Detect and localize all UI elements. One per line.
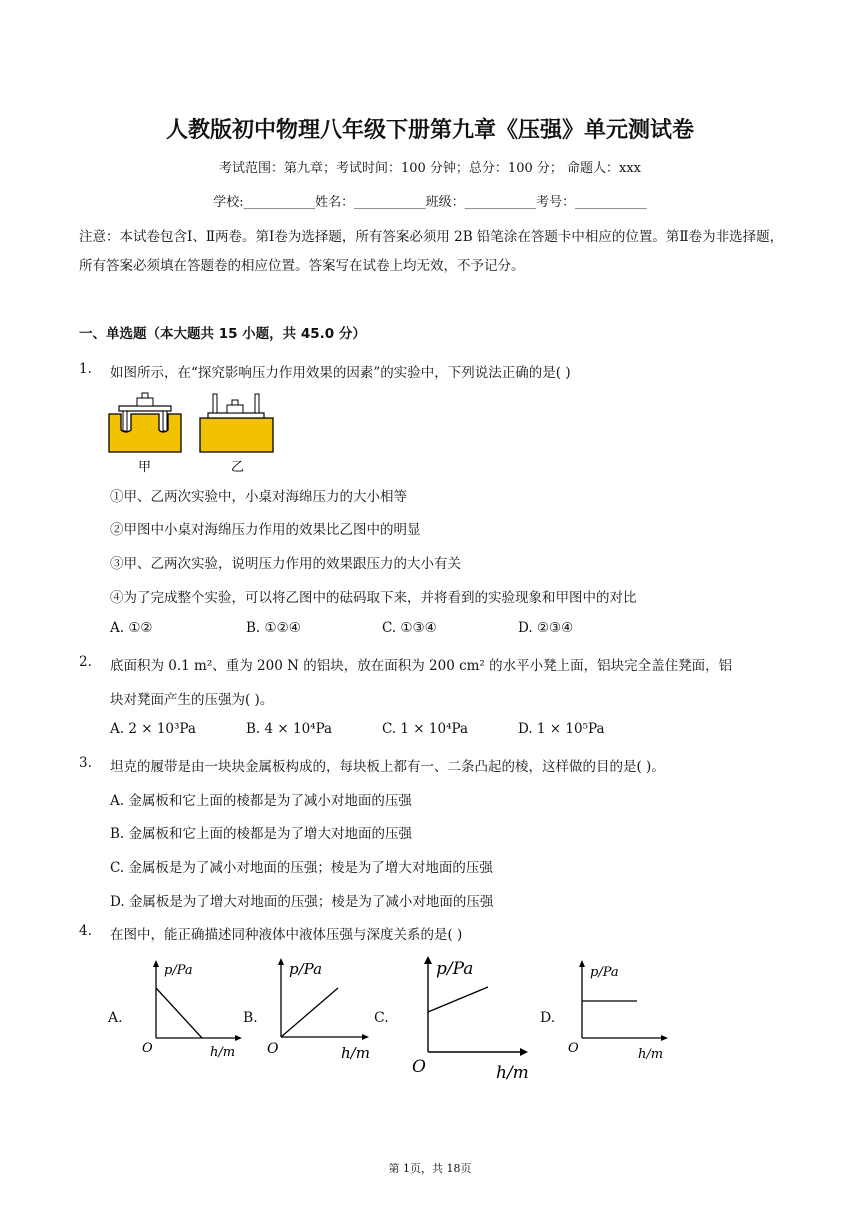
student-info-line: 学校:___________姓名：___________班级：___________考号：___________	[213, 195, 647, 210]
q4-a-origin: O	[142, 1041, 153, 1056]
q2-option-d[interactable]: D. 1 × 10⁵Pa	[518, 721, 605, 737]
q4-text: 在图中，能正确描述同种液体中液体压强与深度关系的是( )	[110, 927, 463, 943]
q4-option-c-label[interactable]: C.	[374, 1010, 389, 1026]
q4-d-origin: O	[568, 1041, 579, 1056]
page-title: 人教版初中物理八年级下册第九章《压强》单元测试卷	[165, 117, 694, 143]
q4-d-xaxis-label: h/m	[638, 1047, 664, 1062]
q2-text-line1: 底面积为 0.1 m²、重为 200 N 的铝块，放在面积为 200 cm² 的水平小凳上面，铝块完全盖住凳面，铝	[110, 658, 733, 674]
q4-a-xaxis-label: h/m	[210, 1045, 236, 1060]
q1-option-a[interactable]: A. ①②	[110, 620, 153, 636]
fig-label-jia: 甲	[138, 460, 152, 475]
q1-option-b[interactable]: B. ①②④	[246, 620, 301, 636]
section-title: 一、单选题（本大题共 15 小题，共 45.0 分）	[79, 326, 366, 342]
q1-text: 如图所示，在“探究影响压力作用效果的因素”的实验中，下列说法正确的是( )	[110, 365, 571, 381]
q4-c-origin: O	[412, 1057, 426, 1077]
q3-number: 3.	[79, 755, 92, 771]
q1-statement-3: ③甲、乙两次实验，说明压力作用的效果跟压力的大小有关	[110, 556, 461, 572]
q1-number: 1.	[79, 361, 92, 377]
page-footer: 第 1页，共 18页	[388, 1162, 472, 1175]
q3-text: 坦克的履带是由一块块金属板构成的，每块板上都有一、二条凸起的棱，这样做的目的是( )。	[110, 759, 665, 775]
q2-option-c[interactable]: C. 1 × 10⁴Pa	[382, 721, 469, 737]
q4-b-origin: O	[267, 1041, 279, 1057]
q4-b-xaxis-label: h/m	[341, 1044, 370, 1062]
exam-subtitle: 考试范围：第九章；考试时间：100 分钟；总分：100 分； 命题人：xxx	[218, 161, 642, 176]
q1-option-d[interactable]: D. ②③④	[518, 620, 574, 636]
q1-figure	[105, 392, 280, 476]
q4-number: 4.	[79, 923, 92, 939]
q2-option-a[interactable]: A. 2 × 10³Pa	[110, 721, 196, 737]
q3-option-c[interactable]: C. 金属板是为了减小对地面的压强；棱是为了增大对地面的压强	[110, 860, 493, 876]
q1-statement-1: ①甲、乙两次实验中，小桌对海绵压力的大小相等	[110, 489, 407, 505]
q2-option-b[interactable]: B. 4 × 10⁴Pa	[246, 721, 333, 737]
q4-graph-d[interactable]	[566, 958, 678, 1063]
q2-text-line2: 块对凳面产生的压强为( )。	[110, 692, 274, 708]
q4-c-xaxis-label: h/m	[496, 1063, 529, 1082]
q4-graph-a[interactable]	[140, 958, 250, 1063]
q4-d-yaxis-label: p/Pa	[590, 965, 619, 980]
q1-statement-4: ④为了完成整个实验，可以将乙图中的砝码取下来，并将看到的实验现象和甲图中的对比	[110, 590, 637, 606]
q4-graph-b[interactable]	[265, 955, 380, 1065]
q2-number: 2.	[79, 654, 92, 670]
q4-a-yaxis-label: p/Pa	[164, 963, 193, 978]
figure-jia	[109, 393, 181, 452]
figure-yi	[200, 394, 273, 452]
q1-statement-2: ②甲图中小桌对海绵压力作用的效果比乙图中的明显	[110, 522, 421, 538]
q4-option-b-label[interactable]: B.	[243, 1010, 258, 1026]
q3-option-b[interactable]: B. 金属板和它上面的棱都是为了增大对地面的压强	[110, 826, 413, 842]
q4-graph-c[interactable]	[408, 952, 538, 1082]
q4-option-a-label[interactable]: A.	[108, 1010, 123, 1026]
q4-c-yaxis-label: p/Pa	[436, 959, 474, 979]
q3-option-d[interactable]: D. 金属板是为了增大对地面的压强；棱是为了减小对地面的压强	[110, 894, 494, 910]
q4-b-yaxis-label: p/Pa	[289, 960, 323, 978]
fig-label-yi: 乙	[231, 460, 245, 475]
q3-option-a[interactable]: A. 金属板和它上面的棱都是为了减小对地面的压强	[110, 793, 412, 809]
q4-option-d-label[interactable]: D.	[540, 1010, 556, 1026]
notice-text: 注意：本试卷包含Ⅰ、Ⅱ两卷。第Ⅰ卷为选择题，所有答案必须用 2B 铅笔涂在答题卡中相应的位置。第Ⅱ卷为非选择题，所有答案必须填在答题卷的相应位置。答案写在试卷上均无效，不予记分。	[79, 229, 784, 274]
q1-option-c[interactable]: C. ①③④	[382, 620, 437, 636]
